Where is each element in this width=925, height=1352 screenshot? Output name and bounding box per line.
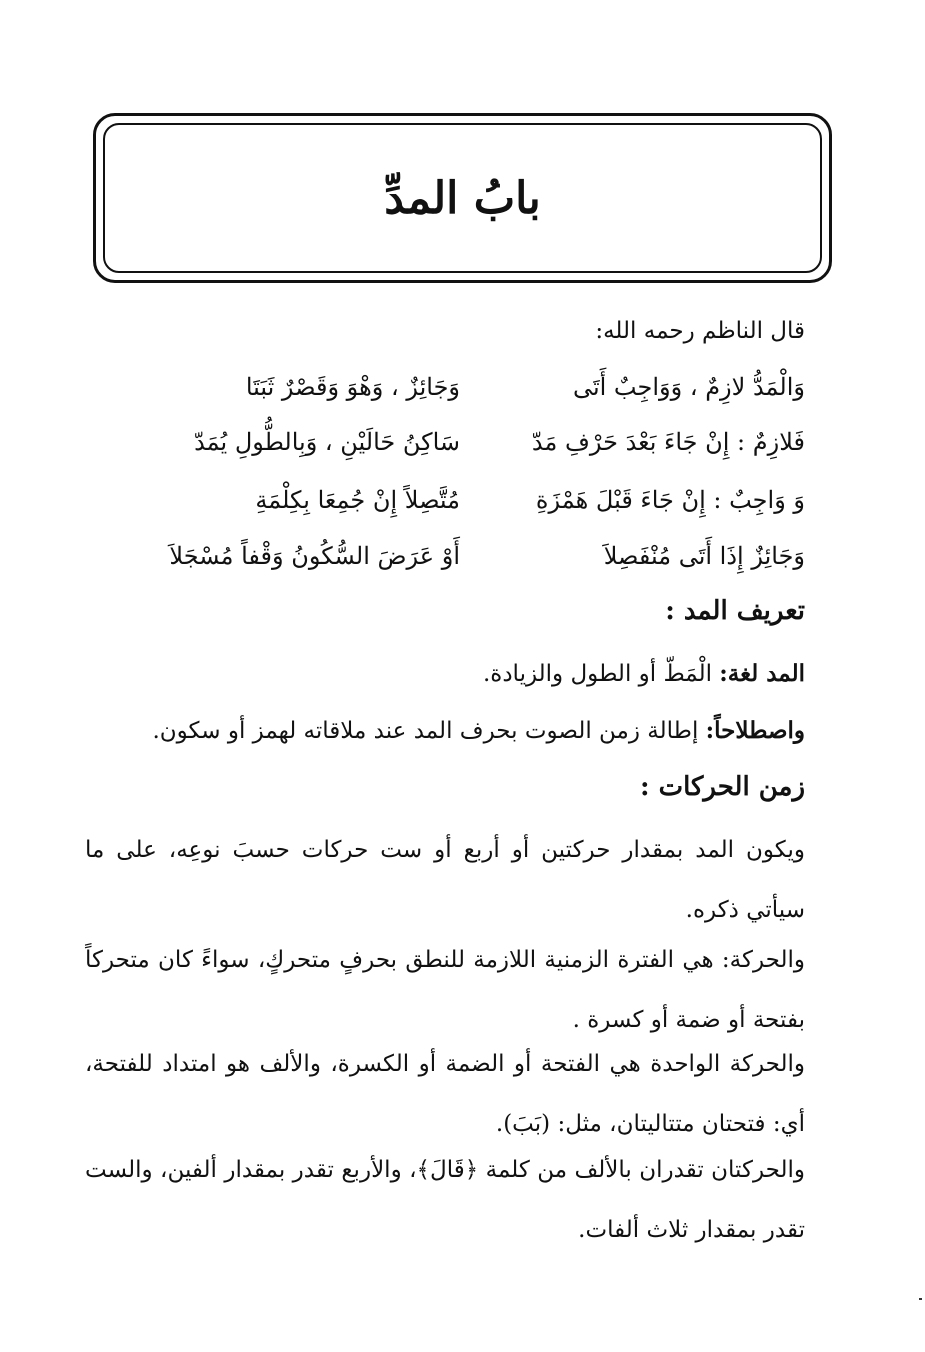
poem-first-hemistich: وَجَائِزٌ إِذَا أَتَى مُنْفَصِلاَ [603,542,805,570]
time-paragraph-3: والحركة الواحدة هي الفتحة أو الضمة أو الكسرة، والألف هو امتداد للفتحة، أي: فتحتان متتاليتان، مثل: (بَبَ). [85,1051,805,1137]
poem-first-hemistich: وَالْمَدُّ لازِمٌ ، وَوَاجِبٌ أَتَى [572,373,805,401]
poem-second-hemistich: مُتَّصِلاً إِنْ جُمِعَا بِكِلْمَةِ [255,486,460,514]
time-paragraph-4: والحركتان تقدران بالألف من كلمة ﴿قَالَ﴾، والأربع تقدر بمقدار ألفين، والست تقدر بمقدار ثلاث ألفات. [85,1157,805,1243]
poem-second-hemistich: سَاكِنُ حَالَيْنِ ، وَبِالطُّولِ يُمَدّ [194,428,460,456]
intro-line: قال الناظم رحمه الله: [595,318,805,344]
poem-verse [0,373,925,413]
scan-speck [919,1298,922,1300]
poem-verse [0,486,925,526]
definition-technical-label: واصطلاحاً: [705,717,805,744]
definition-heading: تعريف المد : [665,596,805,626]
time-heading: زمن الحركات : [639,772,805,802]
definition-technical-text: إطالة زمن الصوت بحرف المد عند ملاقاته لهمز أو سكون. [152,718,706,744]
definition-linguistic [483,660,805,687]
poem-verse [0,428,925,468]
poem-verse [0,542,925,582]
poem-first-hemistich: فَلازِمٌ : إِنْ جَاءَ بَعْدَ حَرْفِ مَدّ [531,428,805,456]
chapter-title: بابُ المدِّ [384,172,541,224]
poem-second-hemistich: وَجَائِزٌ ، وَهْوَ وَقَصْرٌ ثَبَتَا [245,373,460,401]
poem-first-hemistich: وَ وَاجِبٌ : إِنْ جَاءَ قَبْلَ هَمْزَةِ [535,486,805,514]
time-paragraph-1: ويكون المد بمقدار حركتين أو أربع أو ست حركات حسبَ نوعِه، على ما سيأتي ذكره. [85,837,805,923]
definition-technical [152,717,805,744]
time-paragraph-2: والحركة: هي الفترة الزمنية اللازمة للنطق بحرفٍ متحركٍ، سواءً كان متحركاً بفتحة أو ضمة أو كسرة . [85,947,805,1033]
poem-second-hemistich: أَوْ عَرَضَ السُّكُونُ وَقْفاً مُسْجَلاَ [169,542,460,570]
definition-linguistic-label: المد لغة: [719,660,805,687]
definition-linguistic-text: الْمَطّ أو الطول والزيادة. [482,661,720,687]
